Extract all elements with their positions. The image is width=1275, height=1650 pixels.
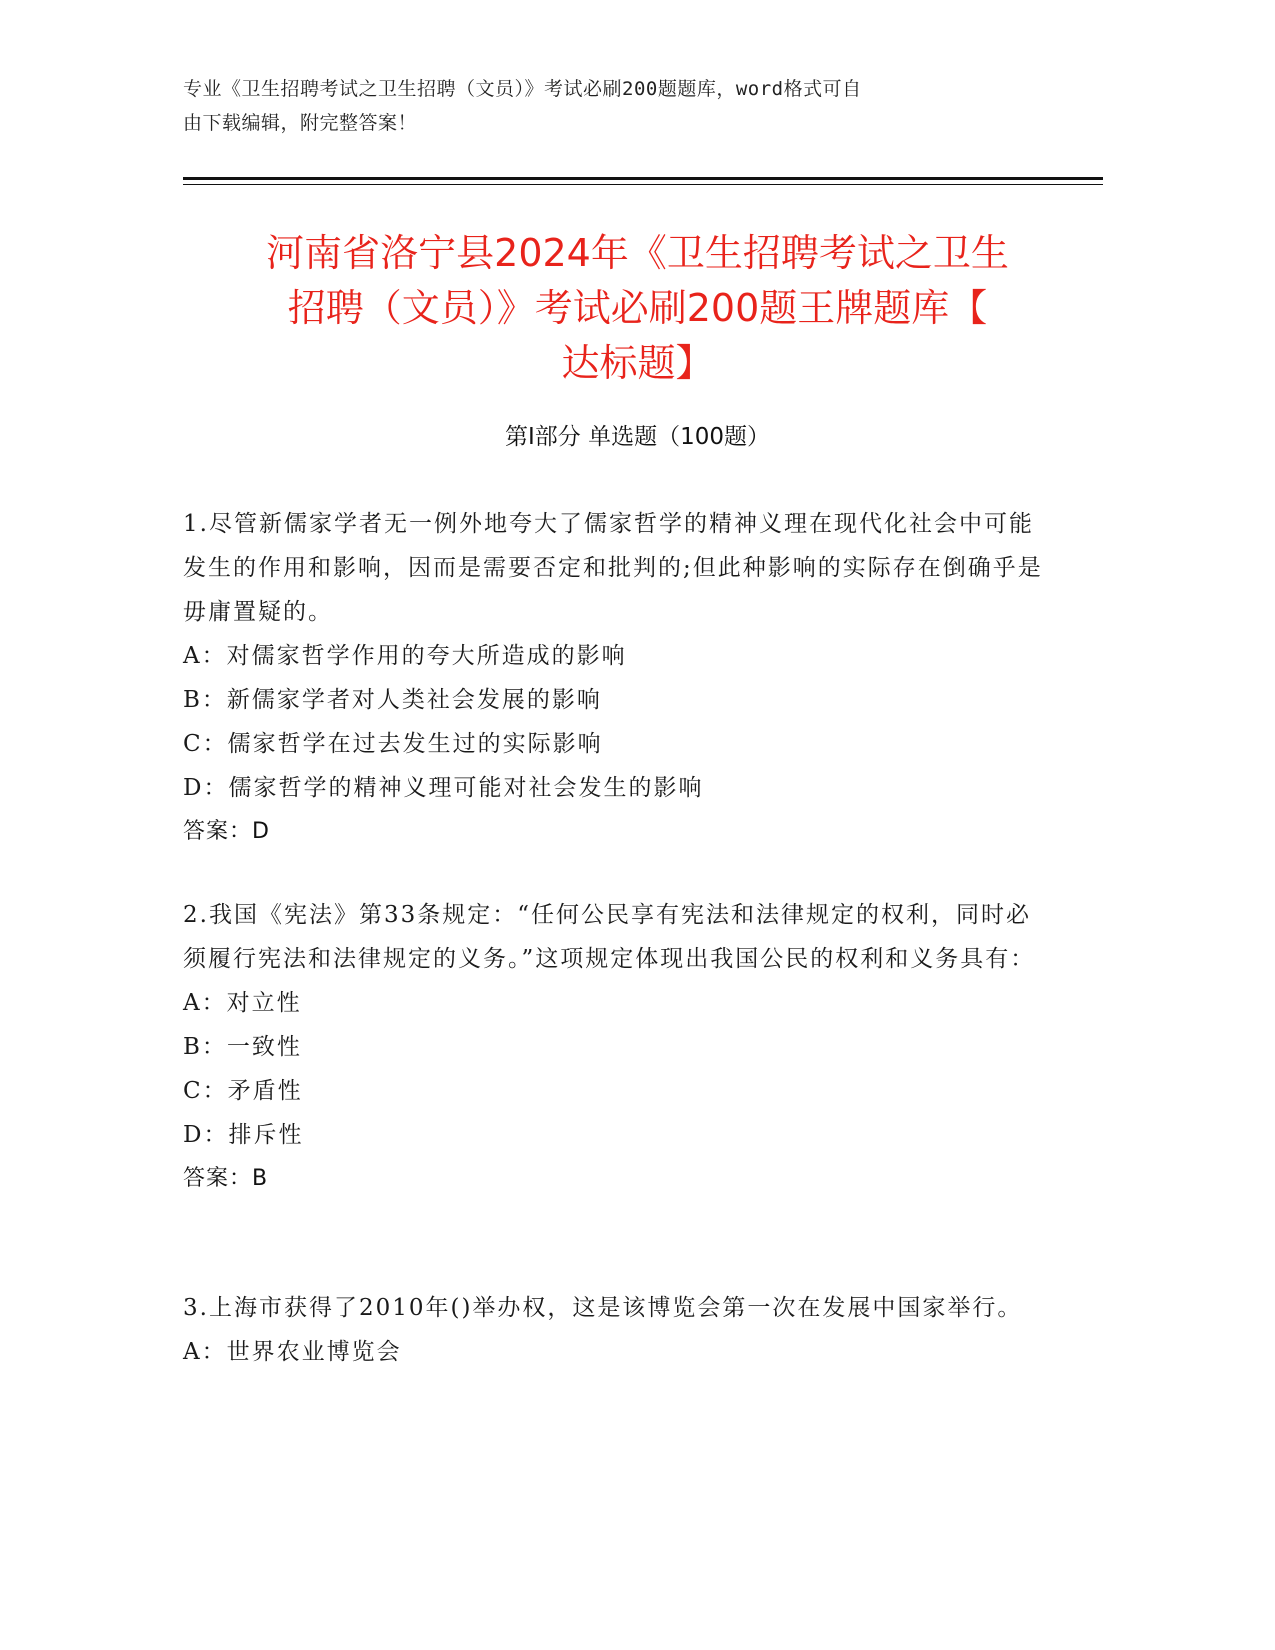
option-d: D：儒家哲学的精神义理可能对社会发生的影响 (183, 775, 704, 801)
option-b: B：新儒家学者对人类社会发展的影响 (183, 687, 602, 713)
option-c: C：儒家哲学在过去发生过的实际影响 (183, 731, 603, 757)
option-a: A：世界农业博览会 (183, 1339, 402, 1365)
document-title-line-2: 招聘（文员）》考试必刷200题王牌题库【 (287, 286, 988, 330)
header-divider-thick (183, 177, 1103, 180)
document-title (150, 226, 1125, 391)
option-a: A：对儒家哲学作用的夸大所造成的影响 (183, 643, 627, 669)
section-title: 第Ⅰ部分 单选题（100题） (505, 424, 770, 450)
question-stem: 3.上海市获得了2010年()举办权，这是该博览会第一次在发展中国家举行。 (183, 1295, 1023, 1321)
option-c: C：矛盾性 (183, 1078, 303, 1104)
option-a: A：对立性 (183, 990, 302, 1016)
option-d: D：排斥性 (183, 1122, 304, 1148)
header-note (183, 72, 1063, 140)
answer: 答案：B (183, 1166, 269, 1191)
question-stem: 2.我国《宪法》第33条规定：“任何公民享有宪法和法律规定的权利，同时必须履行宪法和法律规定的义务。”这项规定体现出我国公民的权利和义务具有： (183, 902, 1036, 972)
question-2 (183, 893, 1043, 1201)
document-title-line-1: 河南省洛宁县2024年《卫生招聘考试之卫生 (266, 231, 1009, 275)
header-divider-thin (183, 184, 1103, 185)
question-stem: 1.尽管新儒家学者无一例外地夸大了儒家哲学的精神义理在现代化社会中可能发生的作用和影响，因而是需要否定和批判的;但此种影响的实际存在倒确乎是毋庸置疑的。 (183, 511, 1043, 625)
header-note-line-1: 专业《卫生招聘考试之卫生招聘（文员）》考试必刷200题题库，word格式可自 (183, 78, 862, 100)
header-note-line-2: 由下载编辑，附完整答案！ (183, 112, 418, 134)
question-3 (183, 1286, 1043, 1374)
question-1 (183, 502, 1043, 854)
option-b: B：一致性 (183, 1034, 302, 1060)
document-title-line-3: 达标题】 (561, 341, 714, 385)
answer: 答案：D (183, 819, 270, 844)
